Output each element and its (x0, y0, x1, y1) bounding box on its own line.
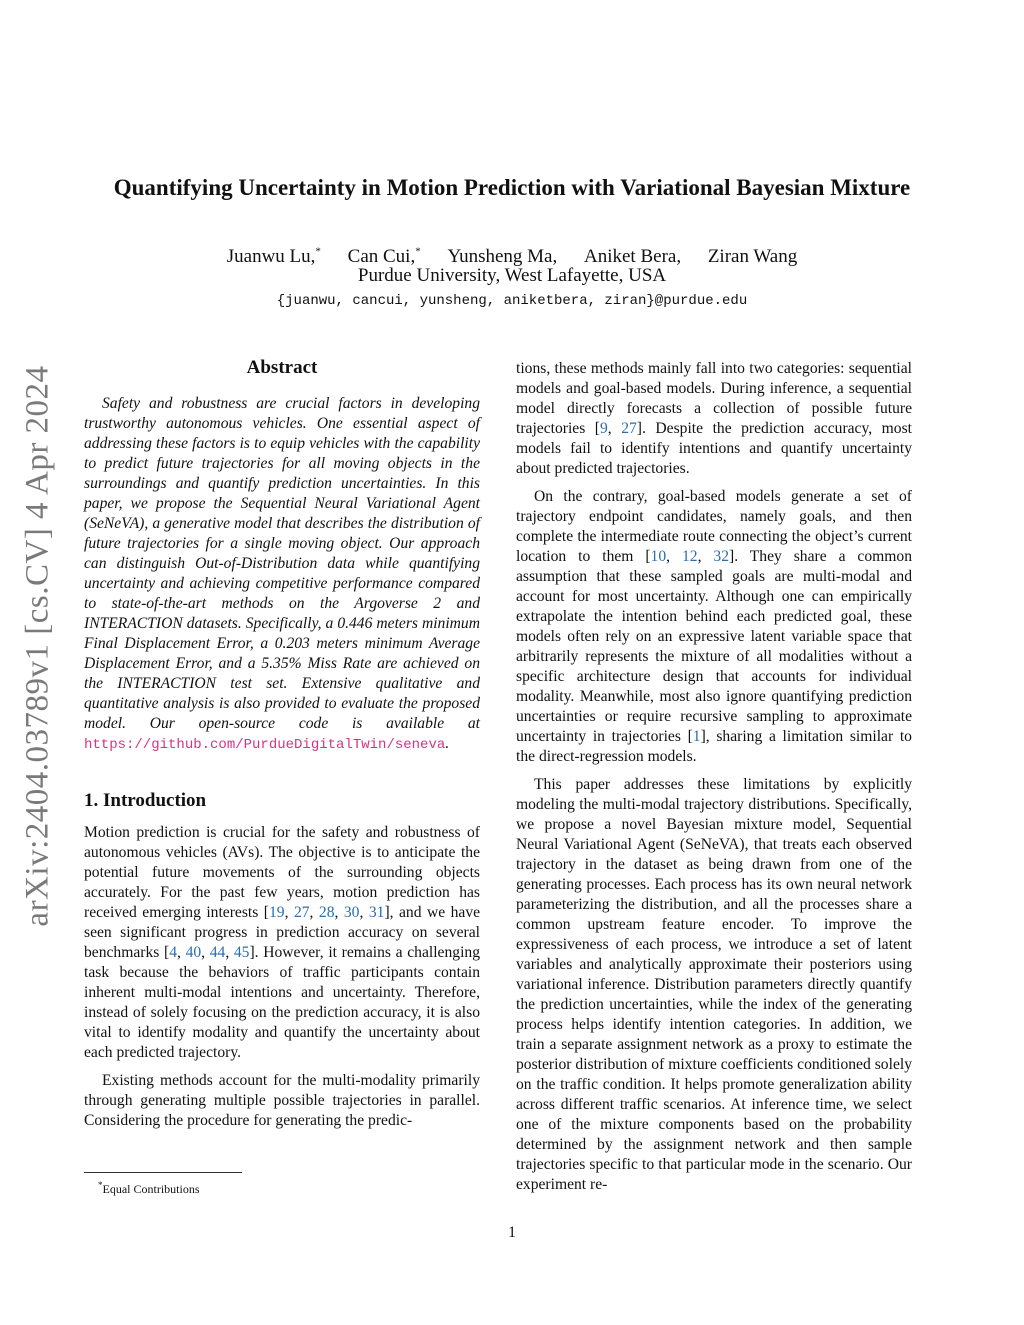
paragraph: tions, these methods mainly fall into two categories: sequential models and goal-based models. During inference, a sequential model directly forecasts a collection of possible future trajectories [9, 27]. Despite the prediction accuracy, most models fail to identify intentions and quantify uncertainty about predicted trajectories. (516, 360, 913, 477)
footnote: *Equal Contributions (98, 1180, 200, 1196)
citation-link[interactable]: 45 (233, 944, 250, 961)
author: Can Cui,* (347, 246, 421, 268)
arxiv-identifier: arXiv:2404.03789v1 [cs.CV] 4 Apr 2024 (19, 365, 56, 927)
affiliation: Purdue University, West Lafayette, USA (357, 265, 667, 286)
citation-link[interactable]: 44 (209, 944, 226, 961)
author: Juanwu Lu,* (226, 246, 321, 268)
citation-link[interactable]: 4 (169, 944, 177, 961)
citation-link[interactable]: 28 (318, 904, 335, 921)
abstract-heading: Abstract (246, 357, 318, 378)
citation-link[interactable]: 1 (692, 728, 701, 745)
citation-link[interactable]: 30 (343, 904, 360, 921)
section-heading-introduction: 1. Introduction (84, 790, 207, 811)
right-column (516, 359, 912, 1203)
citation-link[interactable]: 10 (650, 548, 667, 565)
author: Ziran Wang (707, 246, 798, 268)
paper-title: Quantifying Uncertainty in Motion Prediction with Variational Bayesian Mixture (113, 175, 911, 200)
citation-link[interactable]: 27 (293, 904, 310, 921)
left-column (84, 356, 480, 1139)
citation-link[interactable]: 40 (185, 944, 202, 961)
citation-link[interactable]: 19 (268, 904, 285, 921)
author-emails: {juanwu, cancui, yunsheng, aniketbera, ziran}@purdue.edu (276, 293, 748, 309)
paragraph: Motion prediction is crucial for the safety and robustness of autonomous vehicles (AVs). The objective is to anticipate the potential future movements of the surrounding objects accurately. For the past few years, motion prediction has received emerging interests [19, 27, 28, 30, 31], and we have seen significant progress in prediction accuracy on several benchmarks [4, 40, 44, 45]. However, it remains a challenging task because the behaviors of traffic participants contain inherent multi-modal intentions and uncertainty. Therefore, instead of solely focusing on the prediction accuracy, it is also vital to identify modality and quantify the uncertainty about each predicted trajectory. (84, 824, 481, 1061)
citation-link[interactable]: 32 (713, 548, 730, 565)
abstract-text: Safety and robustness are crucial factors in developing trustworthy autonomous vehicles. One essential aspect of addressing these factors is to equip vehicles with the capability to predict future trajectories for all moving objects in the surroundings and quantify prediction uncertainties. In this paper, we propose the Sequential Neural Variational Agent (SeNeVA), a generative model that describes the distribution of future trajectories for a single moving object. Our approach can distinguish Out-of-Distribution data while quantifying uncertainty and achieving competitive performance compared to state-of-the-art methods on the Argoverse 2 and INTERACTION datasets. Specifically, a 0.446 meters minimum Final Displacement Error, a 0.203 meters minimum Average Displacement Error, and a 5.35% Miss Rate are achieved on the INTERACTION test set. Extensive qualitative and quantitative analysis is also provided to evaluate the proposed model. Our open-source code is available at https://github.com/PurdueDigitalTwin/seneva. (84, 395, 480, 753)
citation-link[interactable]: 31 (368, 904, 385, 921)
citation-link[interactable]: 9 (599, 420, 608, 437)
citation-link[interactable]: 12 (681, 548, 698, 565)
paragraph: On the contrary, goal-based models generate a set of trajectory endpoint candidates, namely goals, and then complete the intermediate route connecting the object’s current location to them [10, 12, 32]. They share a common assumption that these sampled goals are multi-modal and account for most uncertainty. Although one can empirically extrapolate the intention behind each predicted goal, these models often rely on an expressive latent variable space that arbitrarily represents the mixture of all modalities without a specific architecture design that accounts for individual modality. Meanwhile, most also ignore quantifying prediction uncertainties or require recursive sampling to approximate uncertainty in trajectories [1], sharing a limitation similar to the direct-regression models. (516, 488, 913, 765)
paragraph: This paper addresses these limitations by explicitly modeling the multi-modal trajectory distributions. Specifically, we propose a novel Bayesian mixture model, Sequential Neural Variational Agent (SeNeVA), that treats each observed trajectory in the dataset as being drawn from one of the generating processes. Each process has its own neural network parameterizing the distribution, and all the processes share a common upstream feature encoder. To improve the expressiveness of each process, we introduce a set of latent variables and analytically approximate their posteriors using variational inference. Distribution parameters directly quantify the prediction uncertainties, while the index of the generating process helps identify intention categories. In addition, we train a separate assignment network as a proxy to estimate the posterior distribution of mixture coefficients conditioned solely on the traffic condition. It helps promote generalization ability across different traffic scenarios. At inference time, we select one of the mixture components based on the probability determined by the assignment network and then sample trajectories specific to that particular mode in the scenario. Our experiment re- (516, 776, 912, 1193)
code-repository-link[interactable]: https://github.com/PurdueDigitalTwin/seneva (84, 737, 446, 753)
author: Yunsheng Ma, (447, 246, 558, 268)
footnote-divider (84, 1172, 242, 1173)
citation-link[interactable]: 27 (621, 420, 637, 437)
author: Aniket Bera, (584, 246, 682, 268)
page-number: 1 (508, 1224, 516, 1241)
paragraph: Existing methods account for the multi-modality primarily through generating multiple possible trajectories in parallel. Considering the procedure for generating the predic- (84, 1072, 480, 1129)
